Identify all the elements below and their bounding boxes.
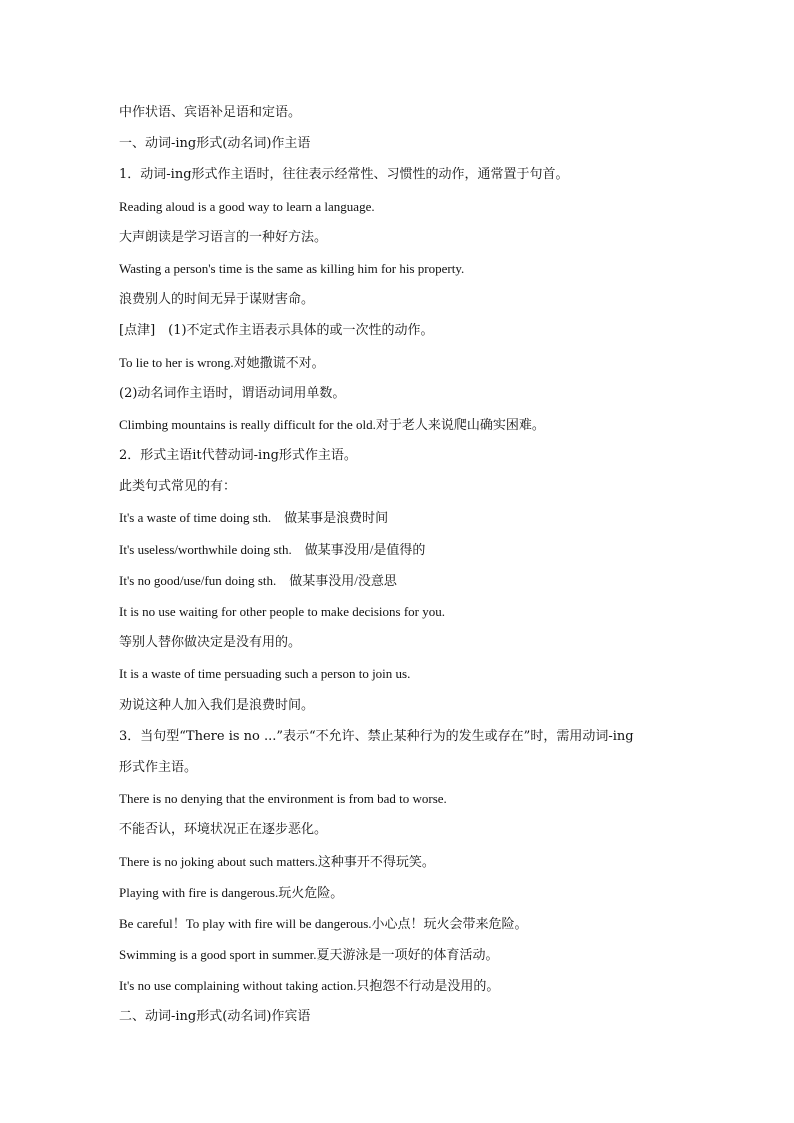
- example-sentence: There is no joking about such matters.这种事开不得玩笑。: [119, 853, 435, 869]
- numbered-point: 3．当句型“There is no ...”表示“不允许、禁止某种行为的发生或存在”时，需用动词-ing: [119, 728, 634, 744]
- example-sentence: Reading aloud is a good way to learn a language.: [119, 198, 375, 214]
- pattern-line: It's a waste of time doing sth. 做某事是浪费时间: [119, 510, 389, 526]
- numbered-point: 1．动词-ing形式作主语时，往往表示经常性、习惯性的动作，通常置于句首。: [119, 167, 569, 183]
- example-sentence: It is a waste of time persuading such a person to join us.: [119, 666, 411, 682]
- example-sentence: Wasting a person's time is the same as killing him for his property.: [119, 260, 465, 276]
- example-sentence: Climbing mountains is really difficult for the old.对于老人来说爬山确实困难。: [119, 416, 545, 432]
- section-heading: 一、动词-ing形式(动名词)作主语: [119, 136, 311, 152]
- example-sentence: It is no use waiting for other people to make decisions for you.: [119, 604, 446, 619]
- text-line: 中作状语、宾语补足语和定语。: [119, 105, 302, 120]
- document-page: [119, 104, 719, 1040]
- example-sentence: Swimming is a good sport in summer.夏天游泳是一项好的体育活动。: [119, 947, 499, 963]
- note-line: (2)动名词作主语时，谓语动词用单数。: [119, 385, 346, 401]
- translation: 不能否认，环境状况正在逐步恶化。: [119, 822, 328, 838]
- example-sentence: To lie to her is wrong.对她撒谎不对。: [119, 354, 325, 370]
- text-line: 此类句式常见的有：: [119, 479, 237, 495]
- example-sentence: There is no denying that the environment is from bad to worse.: [119, 791, 447, 807]
- translation: 等别人替你做决定是没有用的。: [119, 635, 302, 651]
- example-sentence: Be careful！To play with fire will be dangerous.小心点！玩火会带来危险。: [119, 915, 528, 931]
- translation: 浪费别人的时间无异于谋财害命。: [119, 292, 315, 308]
- section-heading: 二、动词-ing形式(动名词)作宾语: [119, 1009, 311, 1025]
- translation: 大声朗读是学习语言的一种好方法。: [119, 229, 328, 245]
- numbered-point: 2．形式主语it代替动词-ing形式作主语。: [119, 448, 357, 464]
- example-sentence: It's no use complaining without taking action.只抱怨不行动是没用的。: [119, 978, 500, 994]
- numbered-point-continuation: 形式作主语。: [119, 759, 198, 775]
- note-line: [点津] (1)不定式作主语表示具体的或一次性的动作。: [119, 323, 434, 339]
- pattern-line: It's no good/use/fun doing sth. 做某事没用/没意思: [119, 572, 397, 588]
- pattern-line: It's useless/worthwhile doing sth. 做某事没用/是值得的: [119, 541, 426, 557]
- translation: 劝说这种人加入我们是浪费时间。: [119, 697, 315, 713]
- example-sentence: Playing with fire is dangerous.玩火危险。: [119, 884, 344, 900]
